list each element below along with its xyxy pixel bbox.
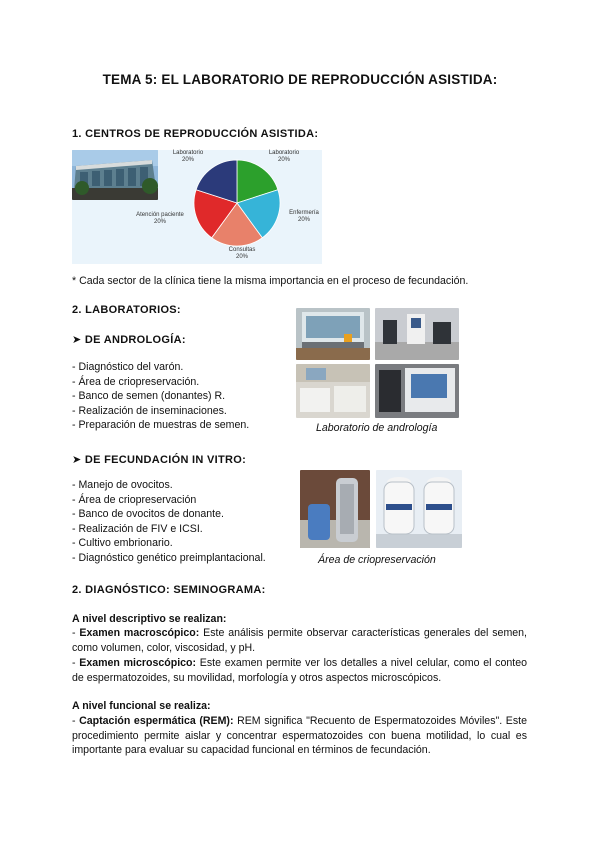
section-heading-diagnostico: 2. DIAGNÓSTICO: SEMINOGRAMA: [72,584,266,596]
list-item: - Diagnóstico genético preimplantacional. [72,551,266,564]
pie-label-5: Atención paciente 20% [136,212,184,225]
funcional-heading: A nivel funcional se realiza: [72,700,211,712]
andrology-photo-centrifuge [296,364,370,418]
list-item: - Área de criopreservación [72,493,197,506]
microscopico-paragraph: - Examen microscópico: Este examen permite ver los detalles a nivel celular, como el conteo de espermatozoides, su movilidad, morfología y otros aspectos microscópicos. [72,657,527,684]
fiv-list [72,478,312,566]
list-item: - Cultivo embrionario. [72,537,173,550]
descriptivo-heading: A nivel descriptivo se realizan: [72,613,227,625]
andrology-photo-microscope [375,308,459,360]
list-item: - Preparación de muestras de semen. [72,419,250,432]
andrology-photo-hood [296,308,370,360]
andrologia-heading: ➤ DE ANDROLOGÍA: [72,334,186,346]
list-item: - Realización de inseminaciones. [72,404,227,417]
macroscopico-text: Este análisis permite observar características generales del semen, como volumen, color, viscosidad, y pH. [72,627,527,654]
andrology-photo-incubator [375,364,459,418]
pie-label-1: Laboratorio 20% [172,150,204,163]
microscopico-text: Este examen permite ver los detalles a nivel celular, como el conteo de espermatozoides, su movilidad, morfología y otros aspectos microscópicos. [72,657,527,684]
macroscopico-paragraph: - Examen macroscópico: Este análisis permite observar características generales del semen, como volumen, color, viscosidad, y pH. [72,627,527,654]
andrologia-list [72,360,302,433]
rem-text: REM significa "Recuento de Espermatozoides Móviles". Este procedimiento permite aislar y concentrar espermatozoides con buena motilidad, lo cual es importante para evaluar su capacidad funcional en términos de fecundación. [72,715,527,757]
fiv-caption: Área de criopreservación [318,554,436,566]
list-item: - Área de criopreservación. [72,375,200,388]
clinic-building-photo [72,150,158,200]
cryo-photo-dewars [376,470,462,548]
pie-label-4: Consultas 20% [228,247,256,260]
macroscopico-label: Examen macroscópico: [79,627,200,639]
rem-label: Captación espermática (REM): [79,715,234,727]
cryo-photo-tanks [300,470,370,548]
pie-label-2: Laboratorio 20% [268,150,300,163]
list-item: - Banco de semen (donantes) R. [72,390,226,403]
centros-figure [72,150,322,264]
page-title: TEMA 5: EL LABORATORIO DE REPRODUCCIÓN ASISTIDA: [102,72,498,87]
rem-paragraph: - Captación espermática (REM): REM significa "Recuento de Espermatozoides Móviles". Este procedimiento permite aislar y concentrar espermatozoides con buena motilidad, lo cual es importante para evaluar su capacidad funcional en términos de fecundación. [72,715,527,757]
fiv-heading: ➤ DE FECUNDACIÓN IN VITRO: [72,454,247,466]
microscopico-label: Examen microscópico: [79,657,197,669]
list-item: - Banco de ovocitos de donante. [72,508,224,521]
clinic-pie-chart [192,158,282,248]
centros-note: * Cada sector de la clínica tiene la misma importancia en el proceso de fecundación. [72,275,469,287]
list-item: - Manejo de ovocitos. [72,479,173,491]
list-item: - Realización de FIV e ICSI. [72,522,203,535]
section-heading-laboratorios: 2. LABORATORIOS: [72,304,181,316]
andrologia-caption: Laboratorio de andrología [316,422,438,434]
list-item: - Diagnóstico del varón. [72,361,184,373]
pie-label-3: Enfermería 20% [289,210,319,223]
section-heading-centros: 1. CENTROS DE REPRODUCCIÓN ASISTIDA: [72,128,319,140]
